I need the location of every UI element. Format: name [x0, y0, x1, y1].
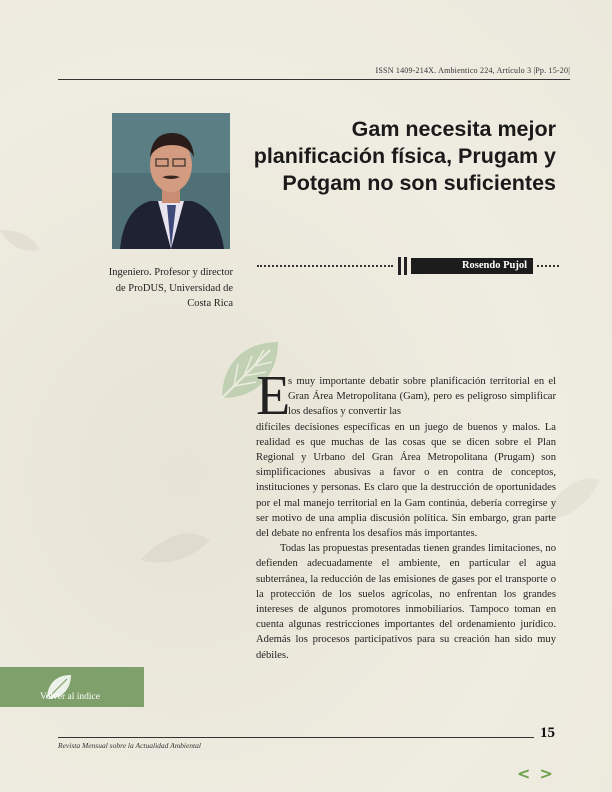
author-photo: [112, 113, 230, 249]
paragraph-1-lead: s muy importante debatir sobre planificación territorial en el Gran Área Metropolitana (Gam), pero es peligroso simplificar los desafíos y convertir las: [288, 376, 556, 418]
footer-journal: Revista Mensual sobre la Actualidad Ambiental: [58, 741, 201, 750]
header-rule: [58, 79, 570, 80]
prev-page-button[interactable]: <: [517, 764, 531, 783]
byline-dots-left: [257, 265, 393, 267]
byline-bar: [404, 257, 407, 275]
footer-rule: [58, 737, 534, 738]
drop-cap: E: [256, 365, 291, 427]
paragraph-1-rest: difíciles decisiones específicas en un juego de buenos y malos. La realidad es que muchas de las cosas que se dicen sobre el Plan Regional y Urbano del Gran Área Metropolitana (Prugam) son simplificaciones abusivas a favor o en contra de conceptos, instituciones y personas. Es claro que la destrucción de oportunidades por el mal manejo territorial en la Gam continúa, debería corregirse y ser motivo de una amplia discusión política. Sin embargo, gran parte del debate no enfrenta los desafíos más importantes.: [256, 421, 556, 540]
byline-dots-right: [537, 265, 559, 267]
faint-leaf-1: [140, 533, 210, 562]
back-to-index-label: Volver al índice: [40, 692, 100, 702]
faint-leaf-3: [0, 230, 40, 251]
author-caption: Ingeniero. Profesor y director de ProDUS, Universidad de Costa Rica: [108, 267, 233, 309]
header-citation: ISSN 1409-214X. Ambientico 224, Artículo 3 |Pp. 15-20|: [375, 66, 570, 75]
portrait-illustration: [112, 113, 230, 249]
article-title: Gam necesita mejor planificación física, Prugam y Potgam no son suficientes: [253, 117, 556, 195]
byline-bars: [398, 257, 410, 275]
author-byline: Rosendo Pujol: [411, 258, 533, 274]
paragraph-2: Todas las propuestas presentadas tienen grandes limitaciones, no defienden adecuadamente el ambiente, en particular el agua subterránea, la reducción de las emisiones de gases por el transporte o la protección de los suelos agrícolas, no enfrentan los grandes intereses de algunos promotores inmobiliarios. Tampoco toman en cuenta algunas restricciones importantes del ordenamiento jurídico. Además los procesos participativos para su creación han sido muy débiles.: [256, 543, 556, 661]
byline-bar: [398, 257, 401, 275]
back-to-index-button[interactable]: [0, 667, 144, 707]
page-nav: [517, 764, 557, 783]
next-page-button[interactable]: >: [539, 764, 553, 783]
paragraph-1: [256, 374, 556, 541]
article-body: [256, 374, 556, 663]
page-number: 15: [540, 725, 555, 741]
